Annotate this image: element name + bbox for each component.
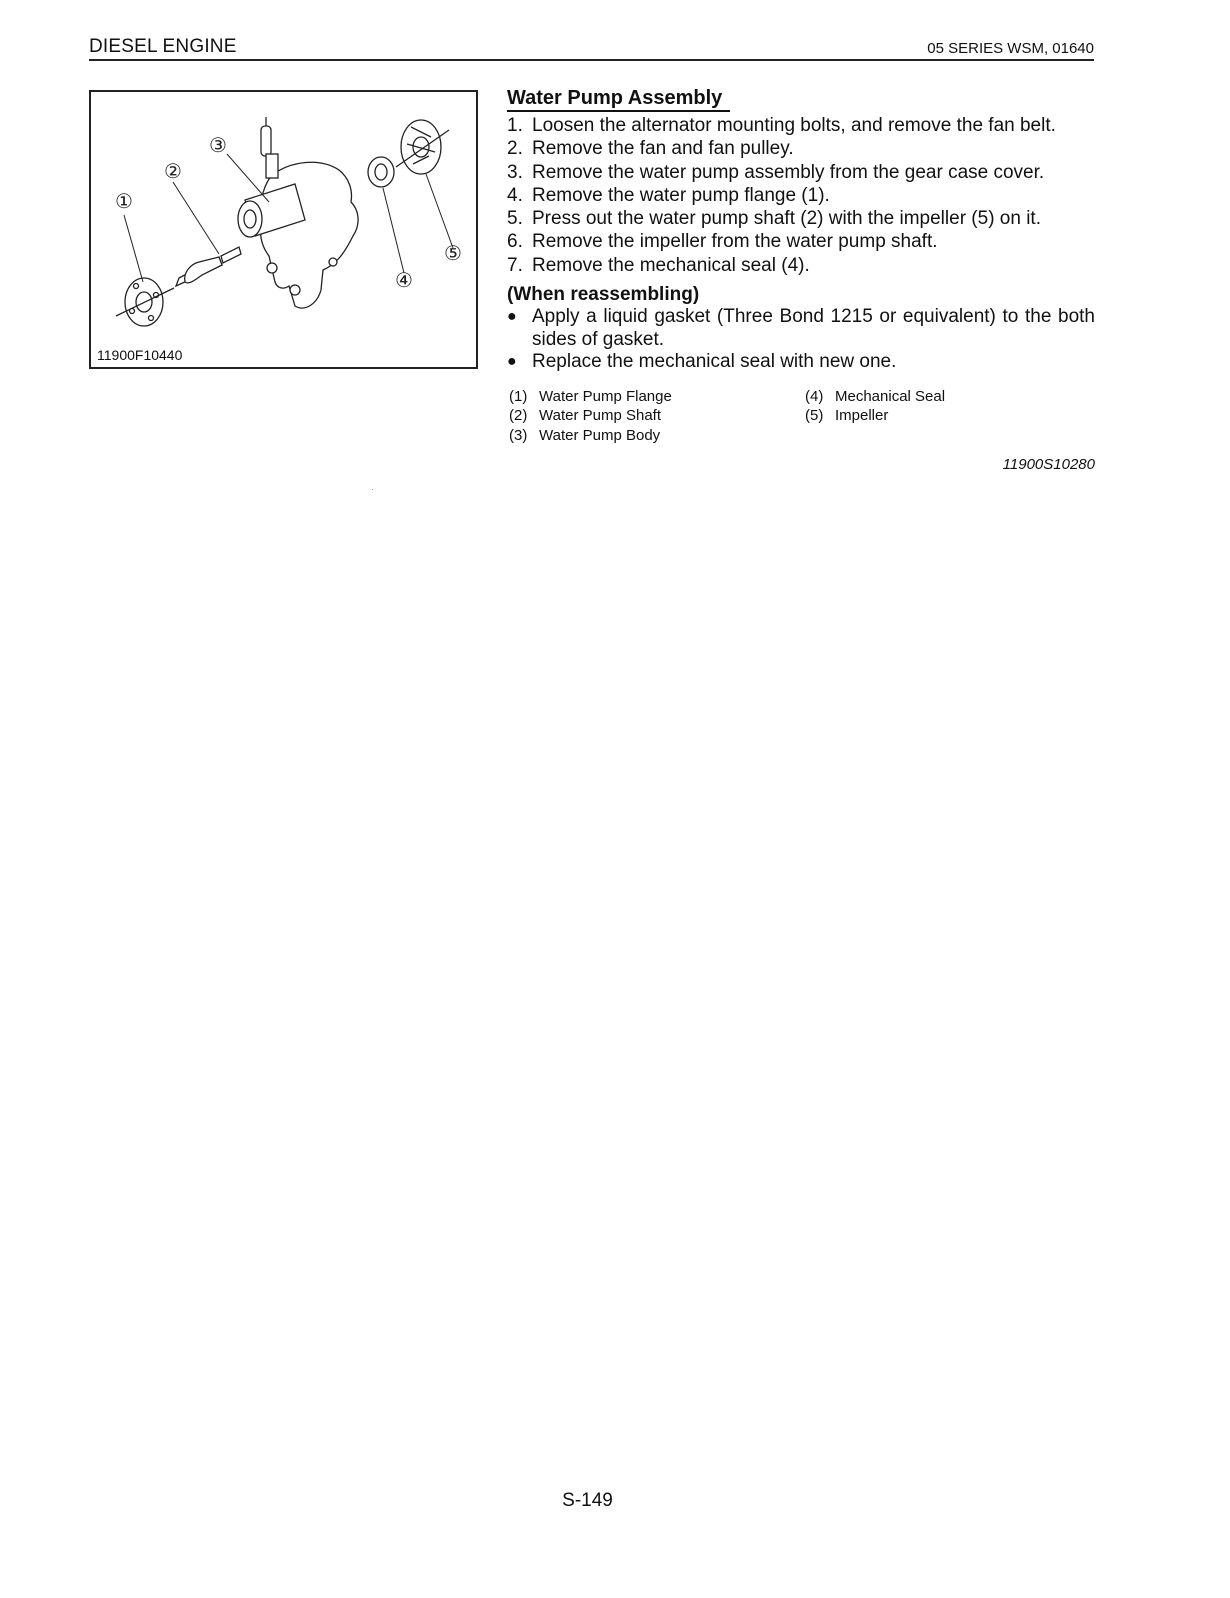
note-item: ● Replace the mechanical seal with new one. <box>507 351 897 373</box>
legend-item: (5) Impeller <box>805 407 889 425</box>
step-item: 7. Remove the mechanical seal (4). <box>507 254 810 276</box>
section-title: Water Pump Assembly <box>507 86 730 112</box>
legend-item: (3) Water Pump Body <box>509 426 661 444</box>
callout-5: ⑤ <box>444 241 462 265</box>
water-pump-exploded-figure <box>89 90 478 369</box>
step-item: 2. Remove the fan and fan pulley. <box>507 138 794 160</box>
scan-speck <box>372 489 373 490</box>
shaft-part <box>176 247 241 286</box>
reassembly-notes <box>507 306 1095 374</box>
header-manual-reference: 05 SERIES WSM, 01640 <box>927 40 1094 57</box>
parts-legend <box>507 387 1095 447</box>
step-item: 6. Remove the impeller from the water pump shaft. <box>507 231 938 253</box>
step-item: 5. Press out the water pump shaft (2) with the impeller (5) on it. <box>507 208 1041 230</box>
reference-code: 11900S10280 <box>1002 456 1095 473</box>
pump-body-part <box>238 117 358 308</box>
figure-id: 11900F10440 <box>97 347 183 363</box>
procedure-content <box>507 86 1095 473</box>
seal-part <box>368 157 394 187</box>
note-item: ● Apply a liquid gasket (Three Bond 1215 or equivalent) to the both sides of gasket. <box>507 306 1095 350</box>
header-rule <box>89 59 1094 61</box>
step-item: 4. Remove the water pump flange (1). <box>507 184 830 206</box>
callout-3: ③ <box>209 133 227 157</box>
procedure-steps <box>507 114 1095 277</box>
water-pump-illustration <box>91 92 476 367</box>
callout-1: ① <box>115 189 133 213</box>
bullet-icon: ● <box>507 308 517 326</box>
step-item: 1. Loosen the alternator mounting bolts, and remove the fan belt. <box>507 115 1056 136</box>
reassembly-heading: (When reassembling) <box>507 284 700 306</box>
impeller-part <box>396 120 449 174</box>
page-number: S-149 <box>562 1490 613 1511</box>
legend-item: (1) Water Pump Flange <box>509 387 672 405</box>
legend-item: (2) Water Pump Shaft <box>509 407 661 425</box>
step-item: 3. Remove the water pump assembly from the gear case cover. <box>507 161 1045 183</box>
callout-2: ② <box>164 159 182 183</box>
legend-item: (4) Mechanical Seal <box>805 387 946 405</box>
bullet-icon: ● <box>507 353 517 371</box>
callout-4: ④ <box>395 268 413 292</box>
header-section-title: DIESEL ENGINE <box>89 36 237 57</box>
